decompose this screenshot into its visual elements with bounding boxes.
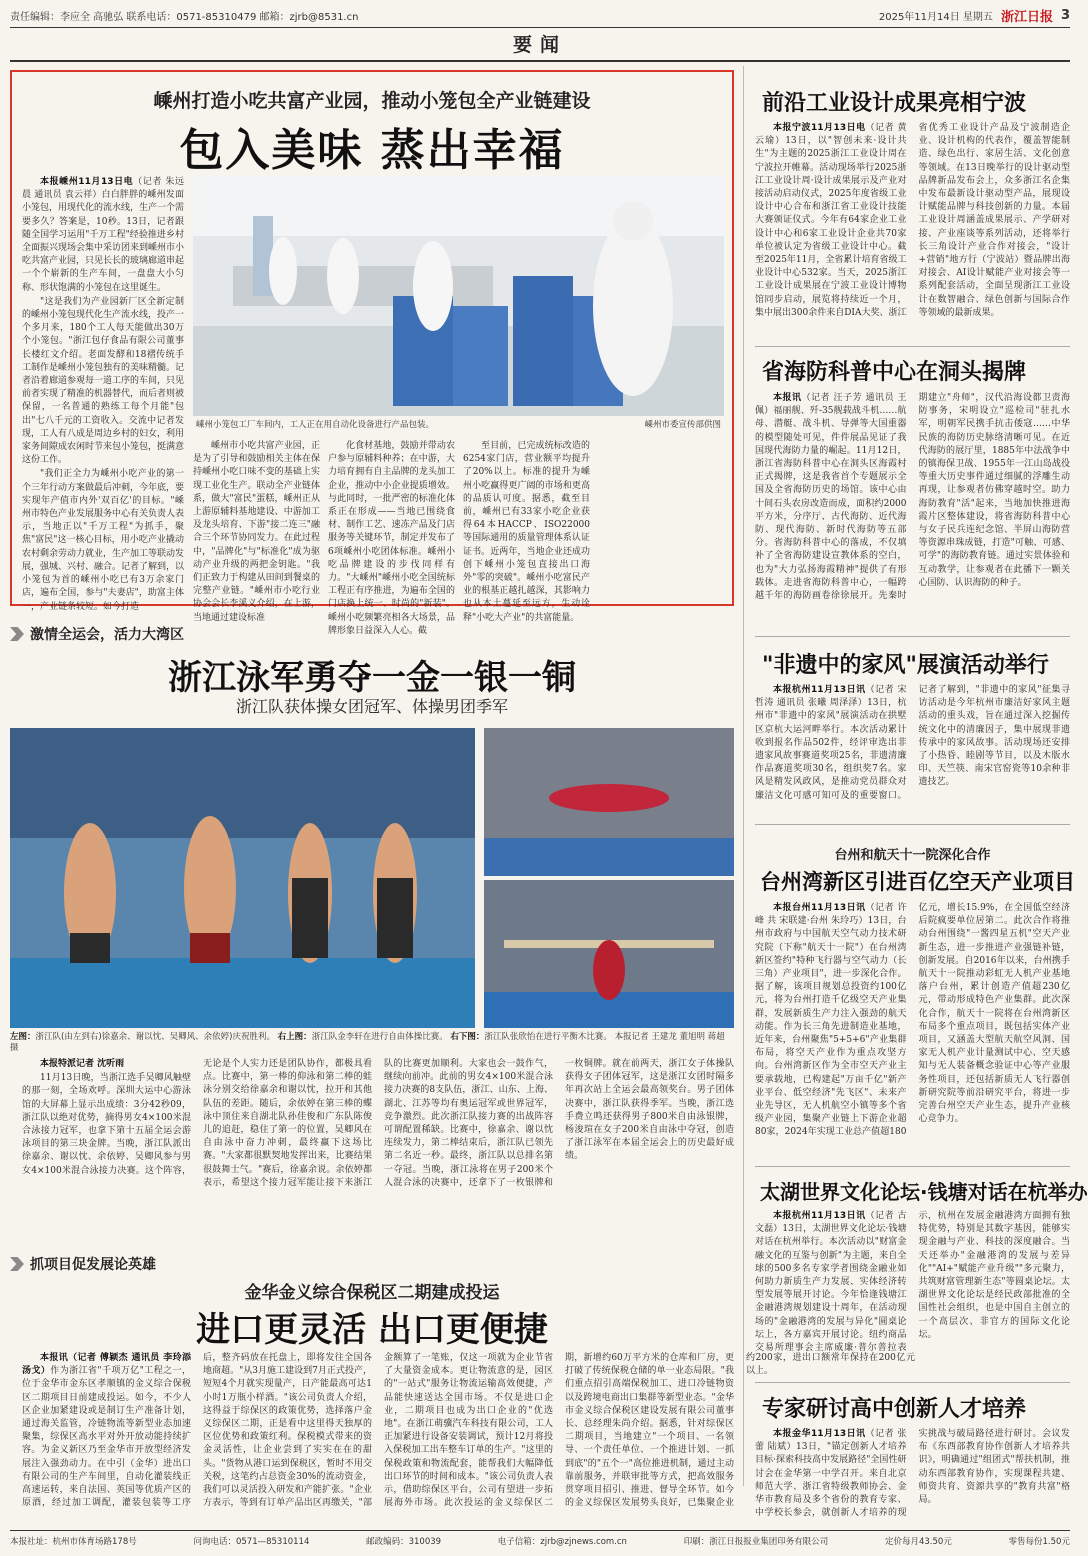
footer-address: 本报社址：杭州市体育场路178号 <box>10 1537 137 1547</box>
right-separator <box>755 824 1070 825</box>
heritage-dateline: 本报杭州11月13日讯 <box>773 685 866 695</box>
customs-byline: 本报讯（记者 傅颖杰 通讯员 李玲添 汤戈） <box>22 1353 191 1377</box>
lead-para1: 白白胖胖的嵊州发面小笼包，用现代化的流水线，生产一个需要多久？答案是，10秒。13日，记者跟随全国学习运用"千万工程"经验推进乡村全面振兴现场会集中采访团来到嵊州市小吃共富产业园，只见长长的玻璃廊道串起一个个崭新的生产车间，一盘盘大小匀称、形状饱满的小笼包在这里诞生。 <box>22 190 185 293</box>
gymnastics-floor-illustration <box>484 728 734 876</box>
sports-rubric <box>10 624 184 644</box>
aerospace-kicker: 台州和航天十一院深化合作 <box>834 848 991 863</box>
customs-kicker: 金华金义综合保税区二期建成投运 <box>244 1283 500 1303</box>
section-title: 要闻 <box>512 34 567 56</box>
lead-byline: （记者 朱远晨 通讯员 袁云祥） <box>22 177 184 201</box>
arrow-icon <box>10 1257 24 1271</box>
header-rule <box>10 27 1070 28</box>
lead-col2-text: 嵊州市小吃共富产业园，正是为了引导和鼓励相关主体在保持嵊州小吃口味不变的基础上实现工业化生产。联动全产业链体系，做大"富民"蛋糕，嵊州正从上游原辅料基地建设、中游加工及龙头培育、下游"接二连三"融合三个环节协同发力。在此过程中，"品牌化"与"标准化"成为驱动产业升级的两把金钥匙。"我们正致力于构建从田间到餐桌的完整产业链。"嵊州市小吃行业协会会长李溪义介绍，在上游，当地通过建设标准 <box>193 441 320 623</box>
right-separator <box>755 636 1070 637</box>
ningbo-text: （记者 黄云瑜）13日，以"智创未来·设计共生"为主题的2025浙江工业设计周在宁波拉开帷幕。活动现场举行2025浙江工业设计周·设计成果展示及产业对接活动启动仪式，2025年度省级工业设计中心合布和浙江省工业设计技能大赛颁证仪式。今年有64家企业工业设计中心和6家工业设计企业共70家单位被认定为省级工业设计中心。截至2025年11月，全省累计培育省级工业设计中心532家。当天，2025浙江工业设计成果展在宁波工业设计博物馆同步启动，展览将持续近一个月，集中展出300余件来自DIA大奖、浙江省优秀工业设计产品及宁波制造企业、设计机构的代表作，覆盖智能制造、绿色出行、家居生活、文化创意等领域。在13日晚举行的设计驱动型品牌新品发布会上，众多浙江名企集中发布最新设计驱动型产品，展现设计赋能品牌与科技创新的力量。本届工业设计周涵盖成果展示、产学研对接、产业座谈等系列活动，还将举行长三角设计产业合作对接会，"设计+营销"地方行（宁波站）暨品牌出海对接会、AI设计赋能产业对接会等一系列配套活动，全面呈现浙江工业设计在数智融合、绿色创新与国际合作等领域的最新成果。 <box>755 123 1070 318</box>
sports-rubric-text: 激情全运会，活力大湾区 <box>30 627 184 643</box>
caption-credit: 本报记者 王建龙 董旭明 蒋超 摄 <box>10 1032 725 1053</box>
factory-caption-text: 嵊州小笼包工厂车间内，工人正在用自动化设备进行产品包装。 <box>196 420 435 430</box>
culture-forum-headline: 太湖世界文化论坛·钱塘对话在杭举办 <box>760 1180 1088 1204</box>
customs-rubric <box>10 1254 156 1274</box>
gymnastics-beam-illustration <box>484 880 734 1028</box>
heritage-body <box>755 684 1070 816</box>
editor-info: 责任编辑：李应全 高驰弘 联系电话：0571-85310479 邮箱：zjrb@8531.cn <box>10 12 359 23</box>
heritage-headline: "非遗中的家风"展演活动举行 <box>762 653 1049 678</box>
sports-byline: 本报特派记者 沈听雨 <box>40 1059 125 1069</box>
culture-text: （记者 古文磊）13日，太湖世界文化论坛·钱塘对话在杭州举行。本次活动以"财富金融文化的互鉴与创新"为主题，来自全球的500多名专家学者围绕金融业如何助力新质生产力发展、实体经济转型发展等展开讨论。今年恰逢钱塘江金融港湾规划建设十周年，在活动现场的"金融港湾的发展与异化"圆桌论坛上，各方嘉宾开展讨论。纽约商品交易所理事会主席威廉·普尔普拉表示，杭州在发展金融港湾方面拥有独特优势，特别是其数字基因，能够实现金融与产业、科技的深度融合。当天还举办"金融港湾的发展与差异化""AI+"赋能产业升级""多元聚力，共筑财富管理新生态"等圆桌论坛。太湖世界文化论坛是经民政部批准的全国性社会组织，也是中国自主创立的一个高层次、非官方的国际文化论坛。 <box>755 1211 1070 1354</box>
sports-body <box>22 1058 734 1228</box>
page-header <box>10 6 1070 24</box>
section-rule <box>10 60 1070 62</box>
swim-team-photo <box>10 728 475 1028</box>
column-divider <box>743 66 744 1486</box>
caption-right-label: 右上图： <box>277 1032 312 1042</box>
lead-story-col2 <box>193 440 320 623</box>
culture-forum-body <box>755 1210 1070 1376</box>
lead-col4-text: 至目前，已完成统标改造的6254家门店，营业额平均提升了20%以上。标准的提升为嵊州小吃赢得更广阔的市场和更高的品质认可度。据悉，截至目前，嵊州已有33家小吃企业获得64本HACCP、ISO22000等国际通用的质量管理体系认证证书。近两年，当地企业还成功创下嵊州小笼包直接出口海外"零的突破"。嵊州小吃富民产业的根基正越扎越深，其影响力也从本土蔓延至远方，生动诠释"小吃大产业"的共富能量。 <box>463 441 590 623</box>
caption-right-text: 浙江队金李轩在进行自由体操比赛。 <box>311 1032 448 1042</box>
footer-phone: 问询电话：0571—85310114 <box>193 1537 310 1547</box>
footer-email: 电子信箱：zjrb@zjnews.com.cn <box>497 1537 627 1547</box>
coastal-text: （记者 汪子芳 通讯员 王佩）福丽舰、歼-35舰载战斗机……航母、潜艇、战斗机、导弹等大国重器的模型随处可见，件件展品见证了我国现代海防力量的崛起。11月12日，浙江省海防科普中心在洞头区海霞村正式揭牌，这是我省首个专题展示全国及全省海防历史的场馆。该中心由十间石头农房改造而成，面积约2000平方米，分序厅、古代海防、近代海防、现代海防、新时代海防等五部分。省海防科普中心的落成，不仅填补了全省海防建设宣教体系的空白，也为"大力弘扬海霞精神"提供了有形载体。走进省海防科普中心，一幅跨越千年的海防画卷徐徐展开。先秦时期建立"舟师"，汉代沿海设都卫责海防事务，宋明设立"巡检司"驻扎水军，明朝军民携手抗击倭寇……中华民族的海防历史脉络清晰可见。在近代海防的展厅里，1885年中法战争中的镇海保卫战、1955年一江山岛战役等重大历史事件通过细腻的浮雕生动再现，让参观者仿佛穿越时空。助力海防教育"活"起来，当地加快推进海霞片区整体建设，将省海防科普中心与女子民兵连纪念馆、半屏山海防营等资源串珠成链，打造"可触、可感、可学"的海防教育链。通过实景体验和互动教学，让参观者在此播下一颗关心国防、认识海防的种子。 <box>755 393 1070 602</box>
aerospace-body <box>755 902 1070 1162</box>
lead-story-col4 <box>463 440 590 623</box>
right-separator <box>755 1166 1070 1167</box>
coastal-defense-headline: 省海防科普中心在洞头揭牌 <box>762 360 1027 385</box>
customs-rubric-text: 抓项目促发展论英雄 <box>30 1257 156 1273</box>
factory-photo-caption <box>196 420 721 431</box>
aerospace-headline: 台州湾新区引进百亿空天产业项目 <box>760 870 1075 894</box>
caption-left-text: 浙江队(由左到右)徐嘉余、谢以忱、吴卿风、余依婷)庆祝胜利。 <box>35 1032 275 1042</box>
issue-date: 2025年11月14日 星期五 <box>878 12 993 23</box>
sports-subhead: 浙江队获体操女团冠军、体操男团季军 <box>235 697 508 716</box>
aerospace-dateline: 本报台州11月13日讯 <box>773 903 866 913</box>
footer-postcode: 邮政编码：310039 <box>366 1537 442 1547</box>
caption-right2-label: 右下图： <box>450 1032 485 1042</box>
right-separator <box>755 1382 1070 1383</box>
talent-text: （记者 张蕾 陆斌）13日，"锚定创新人才培养目标·探索科技高中发展路径"全国性研讨会在金华第一中学召开。来自北京师范大学、浙江省特级教师协会、金华市教育局及多个省份的教育专家、中学校长参会，就创新人才培养的现实挑战与破局路径进行研讨。会议发布《东西部教育协作创新人才培养共识》，明确通过"组团式"帮扶机制，推动东西部教育协作，实现课程共建、师资共育、资源共享的"教育共富"格局。 <box>755 1429 1070 1519</box>
ningbo-design-body <box>755 122 1070 340</box>
lead-story-col1 <box>22 176 185 612</box>
sports-text: 11月13日晚，当浙江选手吴卿风触壁的那一刻，全场欢呼。深圳大运中心游泳馆的大屏幕上显示出成绩：3分42秒09，浙江队以绝对优势，摘得男女4×100米混合泳接力冠军，也拿下第十五届全运会游泳项目的第三块金牌。当晚，浙江队派出徐嘉余、谢以忱、余依婷、吴卿风参与男女4×100米混合泳接力决赛。这个阵容，无论是个人实力还是团队协作，都极具看点。比赛中，第一棒的仰泳和第二棒的蛙泳分别交给徐嘉余和谢以忱，拉开和其他队伍的差距。随后，余依婷在第三棒的蝶泳中顶住来自湖北队孙佳俊和广东队陈俊儿的追赶，稳住了第一的位置，吴卿风在自由泳中奋力冲刺，最终赢下这场比赛。"大家都很默契地发挥出来，比赛结果很鼓舞士气。"赛后，徐嘉余说。余依婷都表示，希望这个接力冠军能让接下来浙江队的比赛更加顺利。大家也会一鼓作气，继续向前冲。此前的男女4×100米混合泳接力决赛的8支队伍，浙江、山东、上海、湖北、江苏等均有奥运冠军或世界冠军，竞争激烈。此次浙江队接力赛的出战阵容可谓配置稀缺。比赛中，徐嘉余、谢以忱连续发力，第二棒结束后，浙江队已领先第二名近一秒。最终，浙江队以总排名第一夺冠。当晚，浙江泳将在男子200米个人混合泳的决赛中，还拿下了一枚银牌和一枚铜牌。就在前两天，浙江女子体操队获得女子团体冠军，这是浙江女团时隔多年再次站上全运会最高领奖台。男子团体决赛中，浙江队获得季军。当晚，浙江选手费立鸣还获得男子800米自由泳银牌，杨浚瑄在女子200米自由泳中夺冠，创造了浙江泳军在本届全运会上的历史最好成绩。 <box>22 1059 734 1188</box>
arrow-icon <box>10 627 24 641</box>
talent-body <box>755 1428 1070 1524</box>
masthead: 浙江日报 <box>1000 10 1053 25</box>
lead-col3-text: 化食材基地，鼓励并带动农户参与原辅料种养；在中游，大力培育拥有自主品牌的龙头加工企业，推动中小企业提质增效。与此同时，一批严密的标准化体系正在形成——当地已围绕食材、制作工艺、速冻产品及门店服务等关键环节，制定并发布了6项嵊州小吃团体标准。嵊州小吃品牌建设的步伐同样有力。"大嵊州"嵊州小吃全国统标工程正有序推进，为遍布全国的门店换上统一、时尚的"新装"。嵊州小吃频繁亮相各大场景，品牌形象日益深入人心。截 <box>328 441 455 636</box>
swim-team-illustration <box>10 728 475 1028</box>
lead-headline: 包入美味 蒸出幸福 <box>179 125 565 176</box>
caption-right2-text: 浙江队张欣怡在进行平衡木比赛。 <box>484 1032 612 1042</box>
lead-para3: "我们正全力为嵊州小吃产业的第一个三年行动方案做最后冲刺，今年底，要实现年产值市内外'双百亿'的目标。"嵊州市特色产业发展服务中心有关负责人表示，当地正以"千万工程"为抓手，聚焦"富民"这一核心目标，用小吃产业撬动农村剩余劳动力就业，生产加工等联动发展，强城、兴村、融合。记者了解到，以小笼包为首的嵊州小吃已有3万余家门店，遍布全国，参与"夫妻店"，助富主体一，产业链条较短。如今打造 <box>22 469 185 612</box>
culture-dateline: 本报杭州11月13日讯 <box>773 1211 866 1221</box>
page-number: 3 <box>1060 8 1070 23</box>
factory-photo <box>193 176 724 416</box>
caption-left-label: 左图： <box>10 1032 36 1042</box>
factory-photo-credit: 嵊州市委宣传部供图 <box>644 420 721 430</box>
aerospace-text: （记者 许峰 共 宋联建·台州 朱玲巧）13日，台州市政府与中国航天空气动力技术研究院（下称"航天十一院"）在台州湾新区签约"特种飞行器与空气动力（长三角）产业项目"，进一步深化合作。据了解，该项目规划总投资约100亿元，将为台州打造千亿级空天产业集群，发展新质生产力注入强劲的航天动能。作为长三角先进制造业基地，近年来，台州聚焦"5+5+6"产业集群布局，将空天产业作为重点攻坚方向。台州湾新区作为全市空天产业主要承载地，已构建起"万亩千亿"新产业平台、低空经济"先飞区"、未来产业先导区，无人机航空小镇等多个省级产业园，集聚产业链上下游企业超80家，2024年实现工业总产值超180亿元，增长15.9%，在全国低空经济后院疯要单位居第二。此次合作将推动台州围绕"一酱四星五机"空天产业新生态，进一步推进产业强链补链，创新发展。自2016年以来，台州携手航天十一院推动彩虹无人机产业基地落户台州，累计创造产值超230亿元，带动形成特色产业集群。此次深化合作，航天十一院将在台州湾新区布局多个重点项目，既包括实体产业项目，又涵盖大型航天航空风洞、国家无人机产业计量测试中心、空天感知与无人装备概念验证中心等产业服务性项目，还包括新质无人飞行器创新研究院等前沿研究平台，将进一步完善台州空天产业生态，提升产业核心竞争力。 <box>755 903 1070 1138</box>
factory-photo-illustration <box>193 176 724 416</box>
lead-dateline: 本报嵊州11月13日电 <box>40 177 134 187</box>
gymnastics-beam-photo <box>484 880 734 1028</box>
lead-para2: "这是我们为产业园新厂区全新定制的嵊州小笼包现代化生产流水线，投产一个多月来，180个工人每天能做出30万个小笼包。"浙江包仔食品有限公司董事长楼红文介绍。老面发酵和18褶传统手工制作是嵊州小笼包独有的美味精髓。记者沿着廊道参观每一道工序的车间，只见前者实现了精准的机器替代，而后者则被保留，一名普通的熟练工每个月能"包出"七八千元的工资收入。交流中记者发现，工人有八成是周边乡村的妇女，利用家务间隙成农闲时节来包小笼包，挺满意这份工作。 <box>22 296 185 466</box>
ningbo-dateline: 本报宁波11月13日电 <box>773 123 866 133</box>
sports-headline: 浙江泳军勇夺一金一银一铜 <box>168 658 576 698</box>
page-footer <box>10 1530 1070 1547</box>
customs-text: 作为浙江省"千项万亿"工程之一，位于金华市金东区孝顺镇的金义综合保税区二期项目日前建成投运。如今，不少人区企业加紧建设或是制订生产准备计划，通过海关监管，冷链物流等新型业态加速聚集，综保区高水平对外开放动能持续扩容。为金义新区乃至金华市开放型经济发展注入强劲动力。在中引（金华）进出口有限公司的生产车间里，自动化灌装线正高速运转，来自法国、英国等优质产区的原酒，经过加工调配，灌装包装等工序后，整齐码放在托盘上，即将发往全国各地商超。"从3月施工建设到7月正式投产，短短4个月就实现量产，日产能最高可达1小时1万瓶小样酒。"该公司负责人介绍，这得益于综保区的政策优势，选择落户金义综保区二期，正是看中这里得天独厚的区位优势和政策红利。保税模式带来的资金灵活性，让企业尝到了实实在在的甜头。"货物从港口运到保税区，暂时不用交关税，这笔约占总资金30%的流动资金，我们可以灵活投入研发和产能扩张。"企业方表示，等到有订单产品出区再缴关，"部金额算了一笔账，仅这一项就为企业节省了大量资金成本。更让物流意的是，园区的"一站式"服务让物流运输高效便捷，产品能快速送达全国市场。不仅是进口企业，二期项目也成为出口企业的"优选地"。在浙江萌骥汽车科技有限公司，工人正加紧进行设备安装调试，预计12月将投入保税加工出车整车订单的生产。"这里的保税政策和物流配套，能帮我们大幅降低出口环节的时间和成本。"该公司负责人表示，借助综保区平台，公司有望进一步拓展海外市场。此次投运的金义综保区二期，新增约60万平方米的仓库和厂房，更打破了传统保税仓储的单一业态局限。"我们重点招引高端保税加工、进口冷链物资以及跨境电商出口集群等新型业态。"金华市金义综合保税区建设发展有限公司董事长、总经理朱尚介绍。据悉，针对综保区二期项目，当地建立"一个项目、一名领导、一个责任单位、一个推进计划、一抓到底"的"五个一"高位推进机制，通过主动靠前服务，并联审批等方式，把高效服务贯穿项目招引、推进、督导全环节。如今的金义综保区发展势头良好，已集聚企业约200家，进出口额常年保持在200亿元以上。 <box>22 1353 915 1509</box>
sports-photo-captions <box>10 1032 734 1054</box>
heritage-text: （记者 宋哲涛 通讯员 张曦 周泽泽）13日，杭州市"非遗中的家风"展演活动在拱墅区京杭大运河畔举行。本次活动累计收到报名作品502件，经评审选出非遗家风故事赛道奖项25名，非遗清廉作品赛道奖项30名，组织奖7名。家风是精发风政风，是推动党员群众对廉洁文化可感可知可及的重要窗口。记者了解到，"非遗中的家风"征集寻访活动是今年杭州市廉洁好家风主题活动的重头戏，旨在通过深入挖掘传统文化中的清廉因子，集中展现非遗传承中的家风故事。活动现场还安排了小热昏、睦剧等节目，以及木版水印、天竺筷、南宋官窑瓷等10余种非遗技艺。 <box>755 685 1070 801</box>
footer-printer: 印刷：浙江日报报业集团印务有限公司 <box>683 1537 829 1547</box>
coastal-dateline: 本报讯 <box>773 393 802 403</box>
lead-story-col3 <box>328 440 455 636</box>
gymnastics-floor-photo <box>484 728 734 876</box>
footer-price-month: 定价每月43.50元 <box>884 1537 952 1547</box>
footer-price-copy: 零售每份1.50元 <box>1008 1537 1070 1547</box>
talent-dateline: 本报金华11月13日讯 <box>773 1429 866 1439</box>
ningbo-design-headline: 前沿工业设计成果亮相宁波 <box>762 91 1027 116</box>
right-separator <box>755 346 1070 347</box>
coastal-defense-body <box>755 392 1070 628</box>
talent-headline: 专家研讨高中创新人才培养 <box>762 1397 1027 1422</box>
lead-kicker: 嵊州打造小吃共富产业园，推动小笼包全产业链建设 <box>153 90 591 112</box>
customs-headline: 进口更灵活 出口更便捷 <box>196 1310 548 1350</box>
